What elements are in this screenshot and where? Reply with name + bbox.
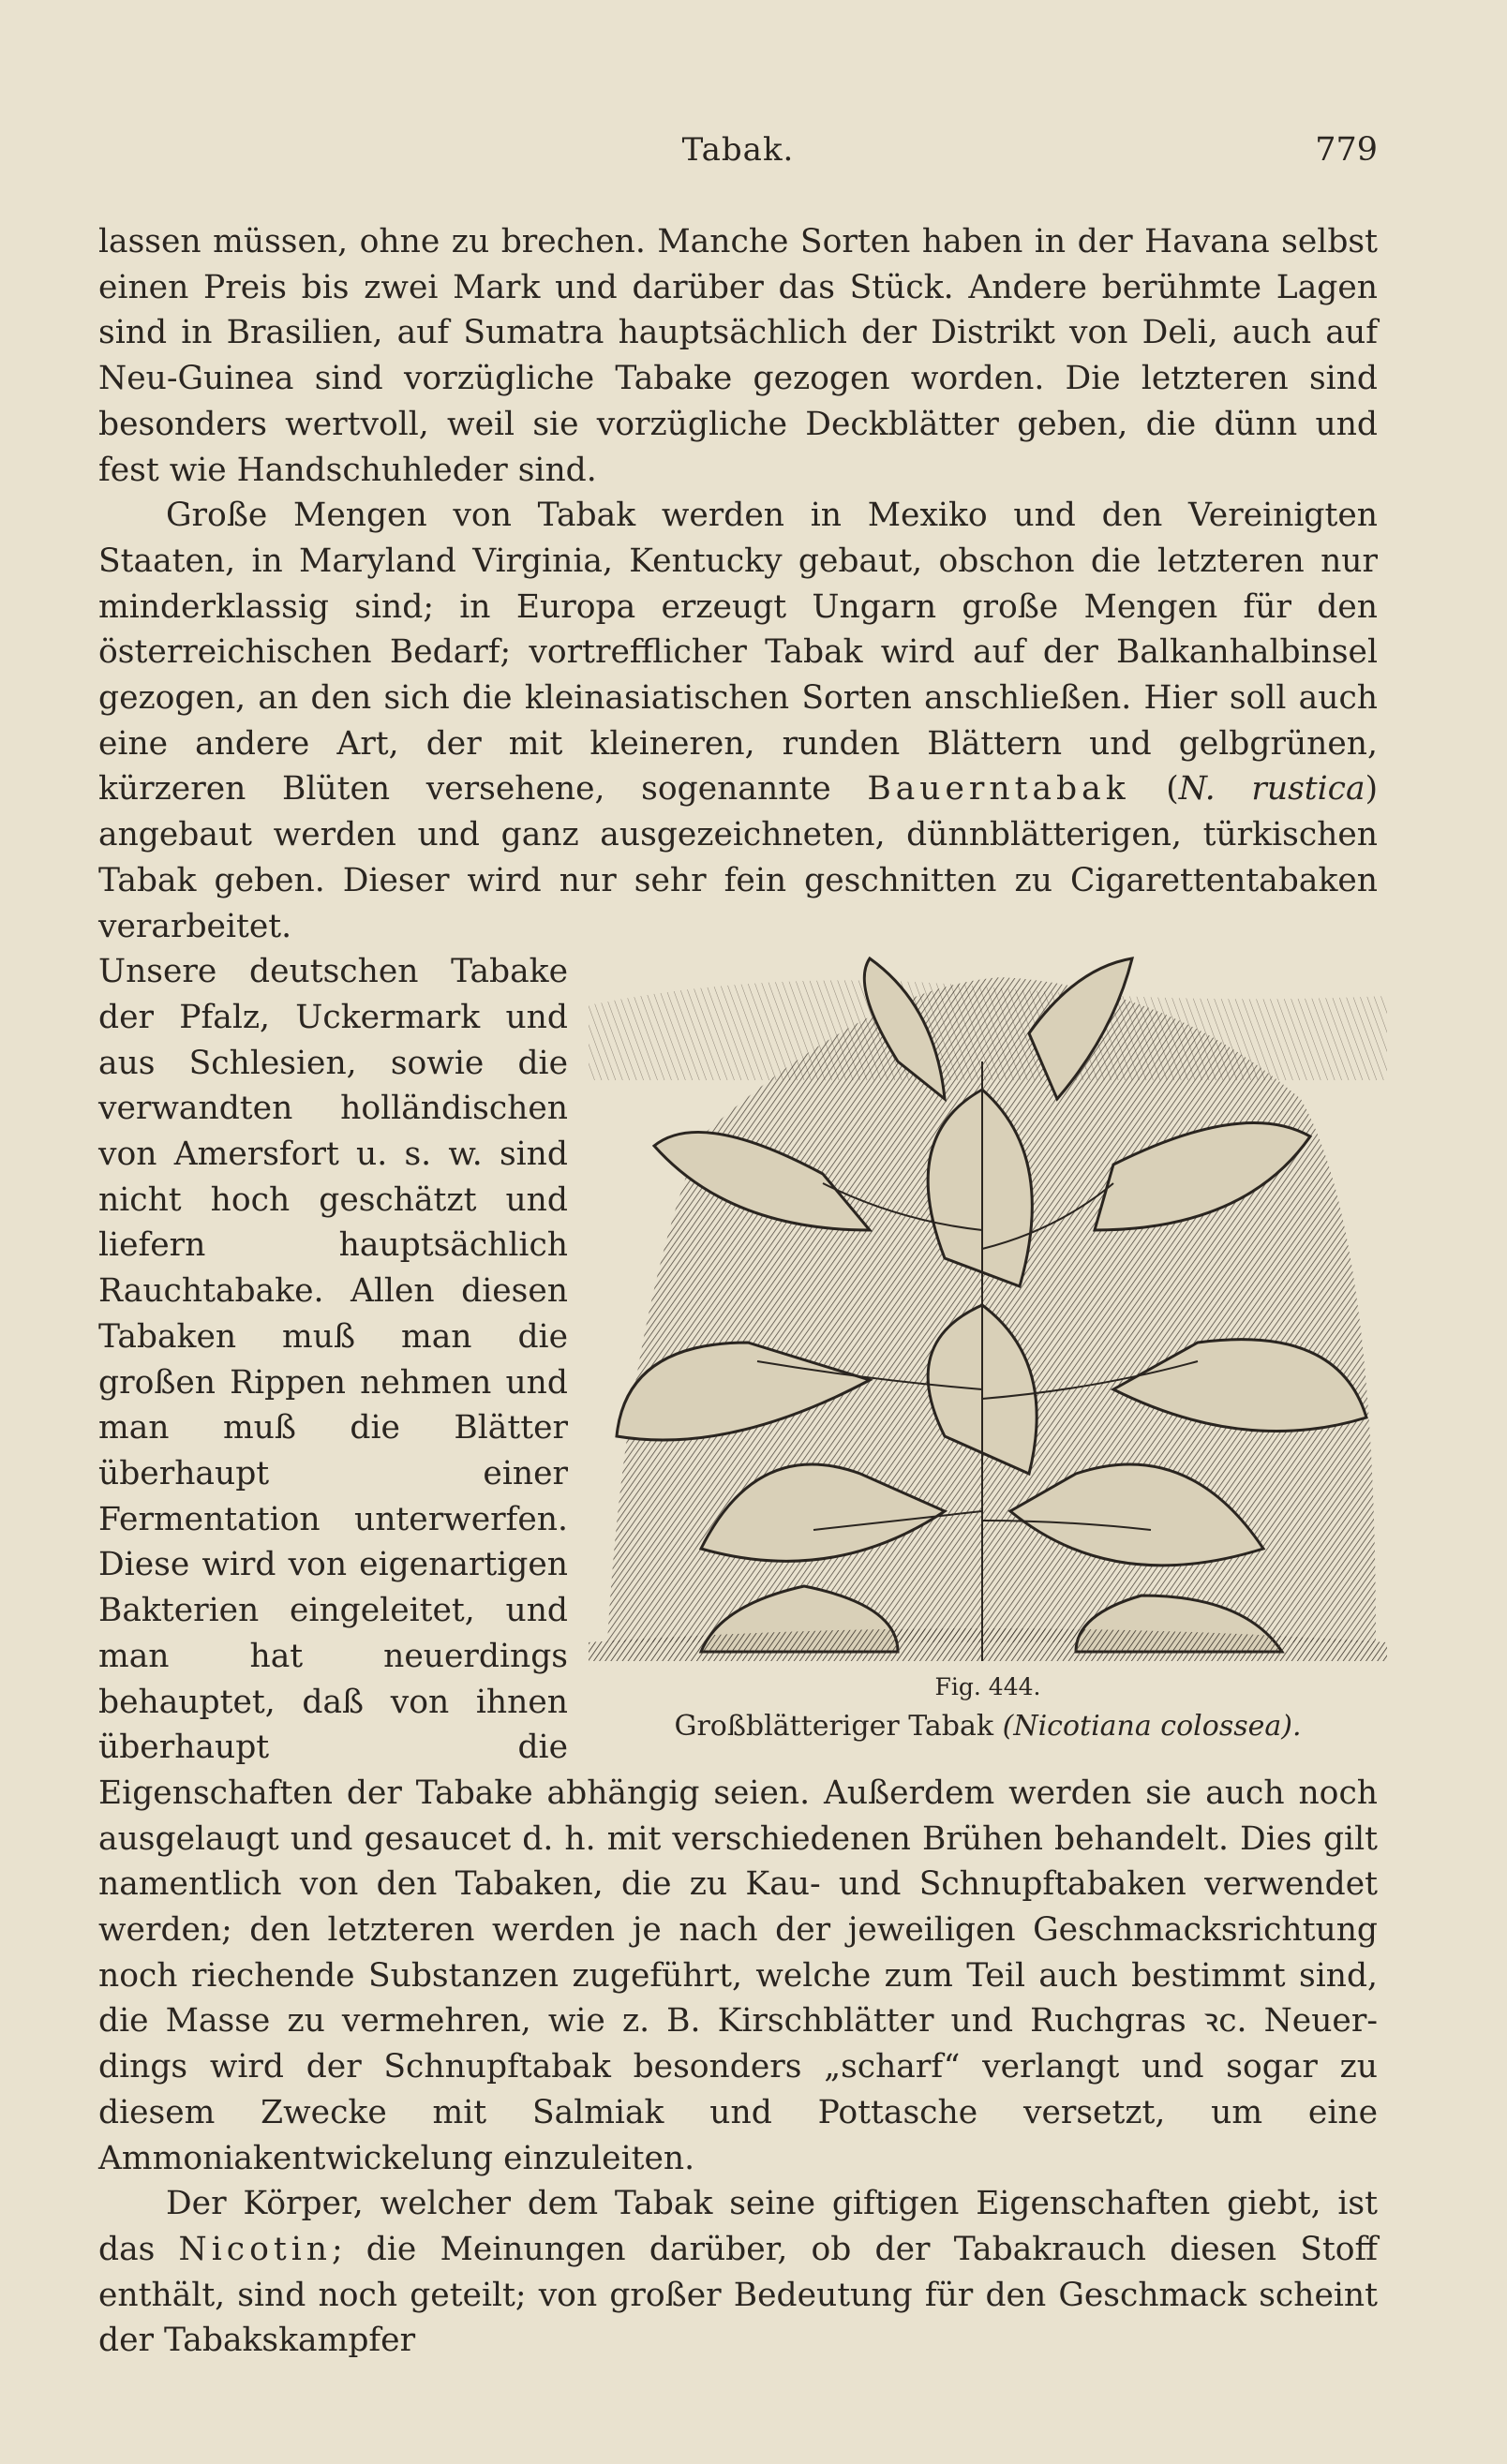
nicotin-term: Nicotin: [178, 2230, 332, 2268]
body-text: [98, 219, 1378, 2364]
paragraph-2-part-a: Große Mengen von Tabak werden in Mexiko und den Vereinigten Staaten, in Maryland Virginia, Kentucky gebaut, obschon die letzteren nur minderklassig sind; in Europa erzeugt Ungarn große Mengen für den österreichischen Bedarf; vortrefflicher Tabak wird auf der Balkanhalbinsel gezogen, an den sich die kleinasiatischen Sorten anschließen. Hier soll auch eine andere Art, der mit kleineren, runden Blättern und gelbgrünen, kürzeren Blüten versehene, sogenannte: [98, 497, 1378, 809]
running-title: Tabak.: [681, 131, 795, 169]
bauerntabak-term: Bauerntabak: [867, 770, 1130, 809]
paragraph-4-part-a: Der Körper, welcher dem Tabak seine giftigen Eigenschaften giebt, ist das: [98, 2185, 1378, 2268]
page-number: 779: [1315, 131, 1378, 169]
figure-caption: [589, 1704, 1387, 1750]
paren-open: (: [1166, 770, 1179, 809]
paragraph-3: Unsere deutschen Tabake der Pfalz, Uckermark und aus Schlesien, sowie die verwandten holländischen von Amersfort u. s. w. sind nicht hoch geschätzt und liefern hauptsächlich Rauchtabake. Allen diesen Tabaken muß man die großen Rippen nehmen und man muß die Blätter überhaupt einer Fermentation unterwerfen. Diese wird von eigenartigen Bakterien eingeleitet, und man hat neuerdings behauptet, daß von ihnen überhaupt die Eigenschaften der Tabake abhängig seien. Außerdem werden sie auch noch ausgelaugt und gesaucet d. h. mit verschiedenen Brühen behandelt. Dies gilt namentlich von den Tabaken, die zu Kau- und Schnupftabaken verwendet werden; den letzteren werden je nach der jeweiligen Geschmacksrichtung noch riechende Substanzen zugeführt, welche zum Teil auch bestimmt sind, die Masse zu vermehren, wie z. B. Kirschblätter und Ruchgras ꝛc. Neuerdings wird der Schnupftabak besonders „scharf“ verlangt und sogar zu diesem Zwecke mit Salmiak und Pottasche versetzt, um eine Ammoniakentwickelung einzuleiten.: [98, 953, 1378, 2177]
figure-caption-latin: (Nicotiana colossea).: [1002, 1710, 1302, 1744]
paragraph-4: [98, 2181, 1378, 2364]
paragraph-2: [98, 493, 1378, 949]
figure-number: Fig. 444.: [934, 1673, 1041, 1701]
latin-name-rustica: N. rustica: [1178, 770, 1365, 809]
figure-caption-title: Großblätteriger Tabak: [674, 1710, 994, 1744]
figure-444: [589, 949, 1387, 1744]
tobacco-plant-engraving-icon: [589, 949, 1387, 1661]
page-header: [98, 131, 1378, 178]
paragraph-4-part-b: ; die Meinungen darüber, ob der Tabakrauch diesen Stoff enthält, sind noch geteilt; von großer Bedeutung für den Geschmack scheint der Tabakskampfer: [98, 2230, 1379, 2360]
paragraph-1: lassen müssen, ohne zu brechen. Manche Sorten haben in der Havana selbst einen Preis bis zwei Mark und darüber das Stück. Andere berühmte Lagen sind in Brasilien, auf Sumatra hauptsächlich der Distrikt von Deli, auch auf Neu-Guinea sind vorzügliche Tabake gezogen worden. Die letzteren sind besonders wertvoll, weil sie vorzügliche Deckblätter geben, die dünn und fest wie Handschuhleder sind.: [98, 223, 1378, 489]
paragraph-2-part-b: ) angebaut werden und ganz ausgezeichneten, dünnblätterigen, türkischen Tabak geben. Dieser wird nur sehr fein geschnitten zu Cigarettentabaken verarbeitet.: [98, 770, 1379, 945]
